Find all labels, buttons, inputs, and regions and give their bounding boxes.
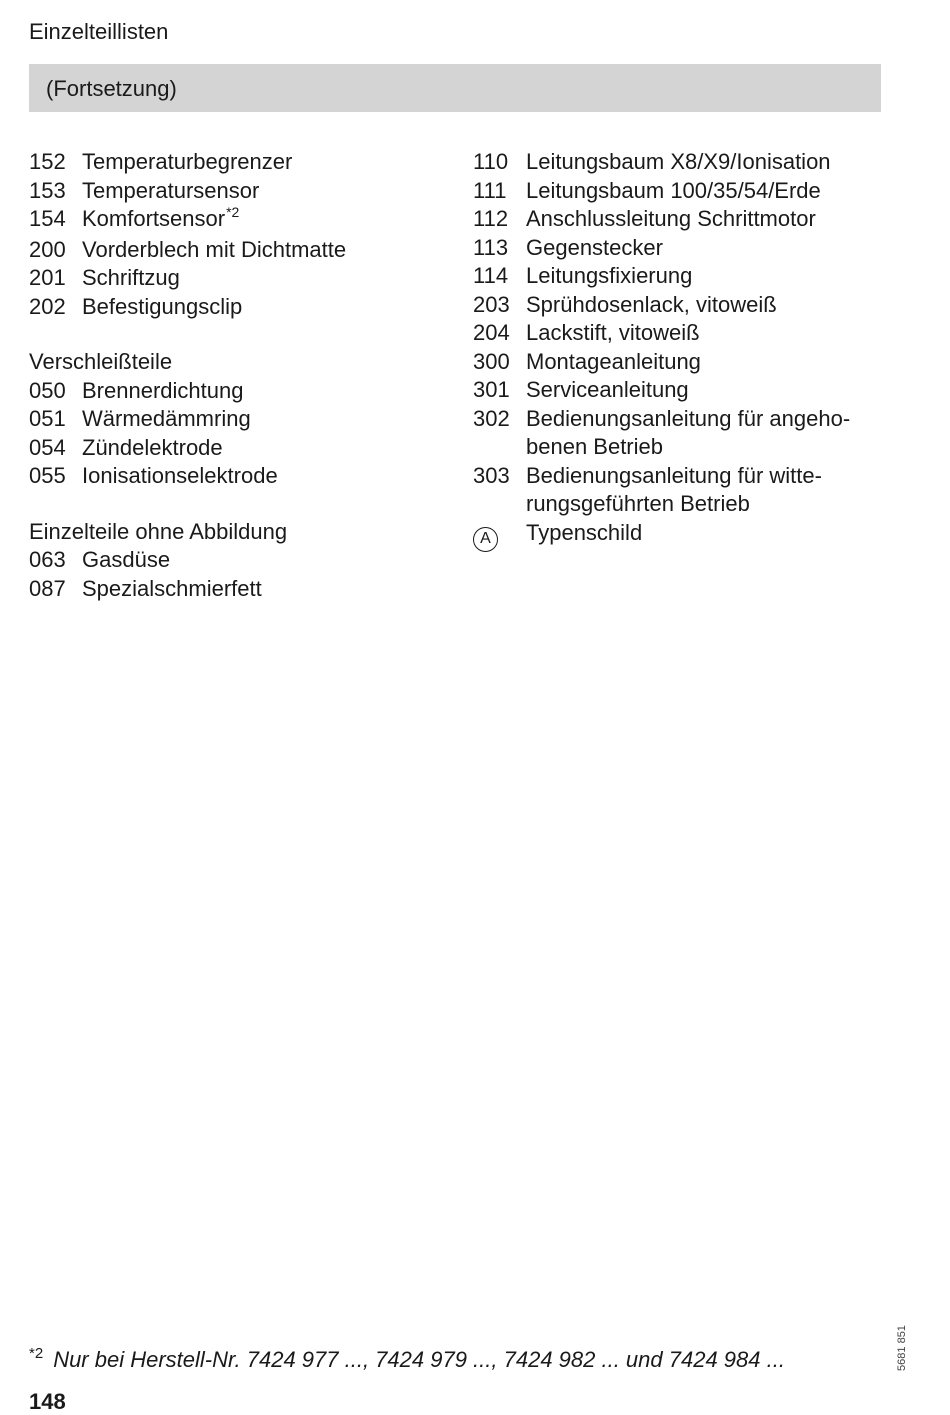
part-description: Temperaturbegrenzer (82, 149, 293, 174)
part-row (29, 546, 449, 575)
continuation-banner (29, 64, 881, 112)
part-description: Serviceanleitung (526, 377, 689, 402)
part-number: 202 (29, 293, 66, 319)
part-row (29, 236, 449, 265)
part-number: 201 (29, 265, 66, 290)
part-description: Gasdüse (82, 547, 171, 572)
part-number: 200 (29, 236, 66, 262)
part-row (29, 575, 449, 604)
page-number: 148 (29, 1389, 66, 1414)
part-number: 087 (29, 575, 66, 601)
part-row (29, 462, 449, 491)
part-row (473, 348, 893, 377)
part-description: Ionisationselektrode (82, 463, 278, 488)
part-number: 055 (29, 463, 66, 488)
part-row (473, 519, 893, 549)
part-row (29, 148, 449, 177)
part-row (29, 405, 449, 434)
document-code (895, 1322, 909, 1374)
footnote-reference: *2 (226, 204, 240, 220)
part-description-line: Bedienungsanleitung für angeho- (526, 405, 851, 431)
part-number-cell (473, 519, 526, 549)
part-description: Komfortsensor (82, 206, 226, 231)
part-number: 153 (29, 177, 66, 203)
part-number: 063 (29, 547, 66, 572)
spacer (29, 491, 449, 518)
part-description: Zündelektrode (82, 434, 223, 460)
unillustrated-parts-heading: Einzelteile ohne Abbildung (29, 518, 288, 544)
part-description: Brennerdichtung (82, 377, 244, 403)
footnote (29, 1346, 785, 1377)
part-description: Leitungsbaum X8/X9/Ionisation (526, 149, 831, 174)
part-row (29, 434, 449, 463)
part-row (473, 376, 893, 405)
part-description-cell (82, 205, 449, 236)
part-row (29, 377, 449, 406)
part-description: Vorderblech mit Dichtmatte (82, 236, 347, 262)
circled-letter-a-icon: A (473, 527, 498, 552)
right-parts-column (473, 148, 893, 549)
part-row (29, 177, 449, 206)
part-number: 113 (473, 234, 509, 260)
part-description: Typenschild (526, 519, 643, 545)
part-description-cell (526, 462, 893, 519)
part-description: Leitungsfixierung (526, 263, 693, 288)
part-number: 112 (473, 206, 509, 231)
document-code-text: 5681 851 (896, 1325, 908, 1371)
part-description-cell (526, 405, 893, 462)
part-row (473, 205, 893, 234)
part-description: Wärmedämmring (82, 406, 251, 431)
part-number: 300 (473, 348, 510, 374)
part-number: 111 (473, 177, 507, 203)
part-number: 302 (473, 405, 510, 431)
part-description-line: benen Betrieb (526, 434, 663, 459)
part-description: Anschlussleitung Schrittmotor (526, 206, 816, 231)
footnote-mark: *2 (29, 1345, 44, 1362)
part-number: 203 (473, 291, 510, 317)
part-row (473, 148, 893, 177)
part-description: Schriftzug (82, 265, 180, 290)
part-description-line: rungsgeführten Betrieb (526, 491, 750, 516)
part-row (473, 234, 893, 263)
part-number: 114 (473, 263, 509, 288)
footnote-text: Nur bei Herstell-Nr. 7424 977 ..., 7424 979 ..., 7424 982 ... und 7424 984 ... (53, 1347, 785, 1372)
part-row (473, 405, 893, 462)
part-row (29, 264, 449, 293)
part-row (473, 262, 893, 291)
section-title: Einzelteillisten (29, 19, 169, 44)
part-number: 050 (29, 377, 66, 403)
part-description: Befestigungsclip (82, 293, 243, 319)
part-description: Montageanleitung (526, 348, 701, 374)
part-description: Temperatursensor (82, 177, 260, 203)
part-description-line: Bedienungsanleitung für witte- (526, 462, 822, 488)
part-description: Lackstift, vitoweiß (526, 320, 700, 345)
banner-text: (Fortsetzung) (46, 76, 177, 101)
part-number: 110 (473, 149, 509, 174)
part-number: 054 (29, 434, 66, 460)
part-row (29, 205, 449, 236)
part-row (29, 293, 449, 322)
part-number: 051 (29, 406, 66, 431)
wear-parts-heading: Verschleißteile (29, 349, 173, 374)
part-row (473, 319, 893, 348)
part-row (473, 462, 893, 519)
spacer (29, 321, 449, 348)
part-number: 204 (473, 320, 510, 345)
part-number: 152 (29, 149, 66, 174)
left-parts-column (29, 148, 449, 603)
part-number: 303 (473, 462, 510, 488)
part-description: Leitungsbaum 100/35/54/Erde (526, 177, 821, 203)
part-number: 154 (29, 206, 66, 231)
part-description: Sprühdosenlack, vitoweiß (526, 291, 777, 317)
part-description: Gegenstecker (526, 234, 663, 260)
part-description: Spezialschmierfett (82, 575, 262, 601)
part-row (473, 291, 893, 320)
part-number: 301 (473, 377, 510, 402)
part-row (473, 177, 893, 206)
